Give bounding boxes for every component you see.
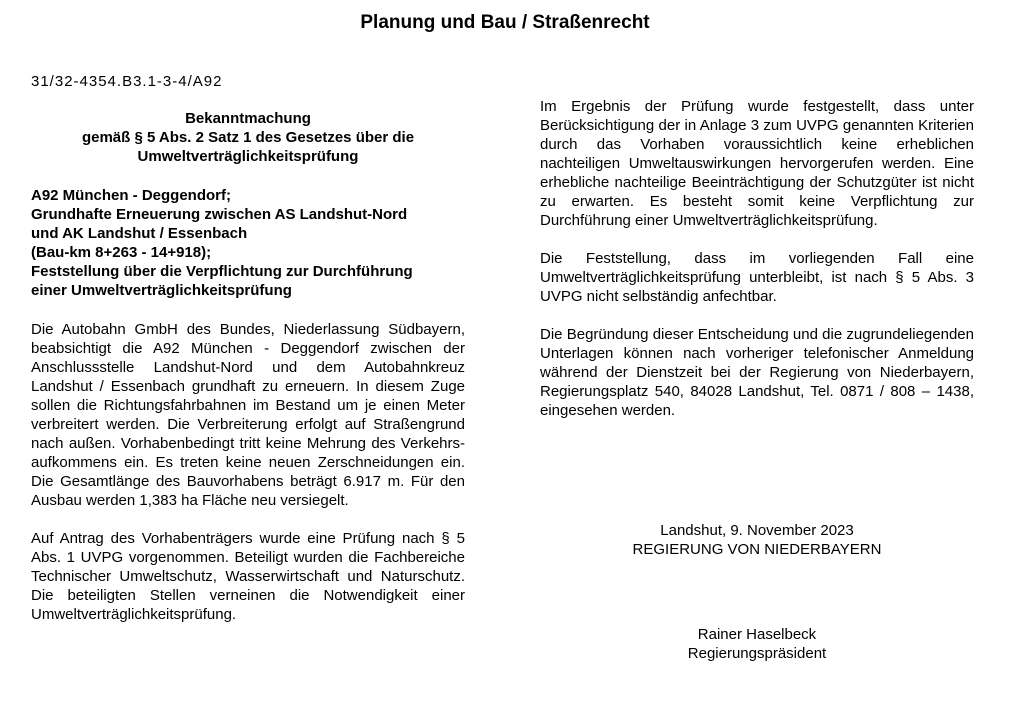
signatory-name: Rainer Haselbeck — [697, 626, 817, 643]
signature-official-block — [540, 625, 974, 663]
page-header — [0, 12, 1010, 34]
signatory-title: Regierungspräsident — [687, 645, 827, 662]
project-line-3: und AK Landshut / Essenbach — [31, 225, 248, 242]
reference-number: 31/32-4354.B3.1-3-4/A92 — [31, 73, 223, 90]
announcement-line-2: gemäß § 5 Abs. 2 Satz 1 des Gesetzes über die — [81, 129, 415, 146]
paragraph-project-description: Die Autobahn GmbH des Bundes, Niederlassung Südbayern, beabsichtigt die A92 München - Deggendorf zwischen der Anschlussstelle Landshut-Nord und dem Autobahnkreuz Landshut / Essenbach grundhaft zu erneuern. In diesem Zuge sollen die Richtungsfahrbahnen im Bestand um je einen Meter verbreitert werden. Die Verbreiterung erfolgt auf Straßengrund nach außen. Vorhabenbedingt tritt keine Mehrung des Verkehrsaufkommens ein. Es treten keine neuen Zerschneidungen ein. Die Gesamtlänge des Bauvorhabens beträgt 6.917 m. Für den Ausbau werden 1,383 ha Fläche neu versiegelt. — [31, 321, 465, 509]
project-line-1: A92 München - Deggendorf; — [31, 187, 232, 204]
place-date: Landshut, 9. November 2023 — [660, 522, 854, 539]
project-line-6: einer Umweltverträglichkeitsprüfung — [31, 282, 292, 299]
project-line-2: Grundhafte Erneuerung zwischen AS Landshut-Nord — [31, 206, 408, 223]
paragraph-result: Im Ergebnis der Prüfung wurde festgestellt, dass unter Berücksichtigung der in Anlage 3 zum UVPG genannten Kriterien durch das Vorhaben voraussichtlich keine erheblichen nachteiligen Umweltauswirkungen hervorgerufen werden. Eine erhebliche nachteilige Beeinträchtigung der Schutzgüter ist nicht zu erwarten. Es besteht somit keine Verpflichtung zur Durchführung einer Umweltverträglichkeitsprüfung. — [540, 98, 974, 229]
project-line-5: Feststellung über die Verpflichtung zur Durchführung — [31, 263, 413, 280]
announcement-heading — [31, 109, 465, 166]
signature-place-block — [540, 521, 974, 559]
left-column — [31, 70, 465, 624]
header-title: Planung und Bau / Straßenrecht — [360, 12, 650, 33]
paragraph-inspection: Die Begründung dieser Entscheidung und die zugrundeliegenden Unterlagen können nach vorheriger telefonischer Anmeldung während der Dienstzeit bei der Regierung von Niederbayern, Regierungsplatz 540, 84028 Landshut, Tel. 0871 / 808 – 1438, eingesehen werden. — [540, 326, 974, 419]
announcement-line-1: Bekanntmachung — [185, 110, 311, 127]
paragraph-not-contestable: Die Feststellung, dass im vorliegenden Fall eine Umweltverträglichkeitsprüfung unterbleibt, ist nach § 5 Abs. 3 UVPG nicht selbständig anfechtbar. — [540, 250, 974, 305]
project-heading — [31, 186, 465, 300]
right-column — [540, 97, 974, 420]
paragraph-examination: Auf Antrag des Vorhabenträgers wurde eine Prüfung nach § 5 Abs. 1 UVPG vorgenommen. Beteiligt wurden die Fachbereiche Technischer Umweltschutz, Wasserwirtschaft und Naturschutz. Die beteiligten Stellen verneinen die Notwendigkeit einer Umweltverträglichkeitsprüfung. — [31, 530, 465, 623]
announcement-line-3: Umweltverträglichkeitsprüfung — [137, 148, 359, 165]
project-line-4: (Bau-km 8+263 - 14+918); — [31, 244, 212, 261]
authority-name: REGIERUNG VON NIEDERBAYERN — [632, 541, 882, 558]
